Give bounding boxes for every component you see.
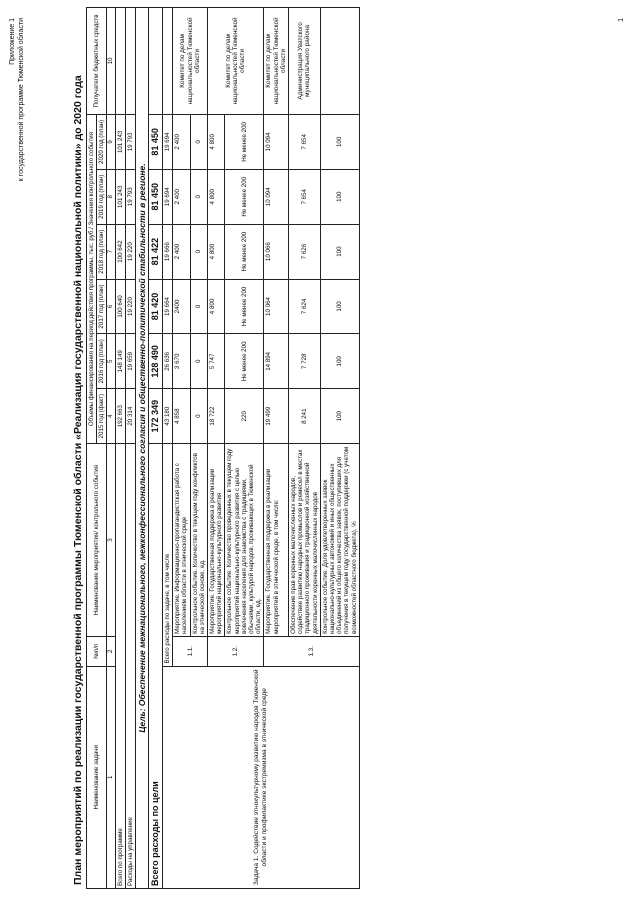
event-text: Мероприятие. Государственная поддержка в реализации мероприятий в этнической среде, в том числе:	[264, 444, 289, 637]
appendix-line-2: к государственной программе Тюменской области	[18, 18, 25, 182]
control-event-text: Контрольное событие. Количество в текущем году конфликтов на этнической основе, ед.	[190, 444, 207, 637]
control-event-text: Контрольное событие. Количество проведенных в текущем году мероприятий национально-культурного развития с целью вовлечения населения для знакомства с традициями, обычаями, культурой народов, проживающих в Тюменской области, ед.	[225, 444, 264, 637]
table-cell: 101 243	[115, 114, 125, 169]
table-cell: 10 066	[264, 224, 289, 279]
column-number: 7	[107, 224, 115, 279]
table-cell: 19 659	[125, 334, 135, 389]
table-cell: 192 663	[115, 389, 125, 444]
table-cell: 148 149	[115, 334, 125, 389]
col-year: 2015 год (факт)	[97, 389, 107, 444]
task-total-label: Всего расходы по задаче, в том числе	[163, 444, 173, 666]
column-numbers-row	[107, 8, 115, 889]
column-number: 9	[107, 114, 115, 169]
col-year: 2020 год (план)	[97, 114, 107, 169]
table-cell: 81 450	[149, 114, 163, 169]
table-cell: 2 400	[173, 169, 190, 224]
table-cell: 2 400	[173, 114, 190, 169]
table-cell: 10 064	[264, 279, 289, 334]
table-cell: 19 694	[163, 114, 173, 169]
table-cell: 2400	[173, 279, 190, 334]
table-cell: Не менее 200	[225, 334, 264, 389]
table-cell: 100	[320, 334, 359, 389]
table-cell: 100	[320, 114, 359, 169]
table-cell: 0	[190, 169, 207, 224]
task-1-name: Задача 1. Содействие этнокультурному развитию народов Тюменской области и профилактике экстремизма в этнической среде	[163, 666, 360, 888]
table-cell: 7 654	[289, 169, 321, 224]
table-cell	[320, 8, 359, 115]
table-cell: 18 722	[208, 389, 225, 444]
table-cell: 10 094	[264, 169, 289, 224]
table-cell: 0	[190, 224, 207, 279]
table-cell	[125, 8, 135, 115]
table-cell: 81 450	[149, 169, 163, 224]
column-number: 4	[107, 389, 115, 444]
row-number: 1.1.	[173, 636, 208, 666]
table-cell: 100 640	[115, 279, 125, 334]
table-cell: 100	[320, 169, 359, 224]
appendix-note	[8, 18, 26, 181]
table-cell: 10 094	[264, 114, 289, 169]
table-cell: 14 894	[264, 334, 289, 389]
management-total-row	[125, 8, 135, 889]
table-cell: 100 642	[115, 224, 125, 279]
table-cell: 220	[225, 389, 264, 444]
column-number: 3	[107, 444, 115, 637]
table-cell	[163, 8, 173, 115]
table-cell: 7 654	[289, 114, 321, 169]
col-task-name: Наименование задачи	[87, 666, 107, 888]
table-cell: 4 800	[208, 224, 225, 279]
management-total-label: Расходы на управление	[125, 444, 135, 889]
column-number: 5	[107, 334, 115, 389]
column-number: 6	[107, 279, 115, 334]
table-cell: 128 490	[149, 334, 163, 389]
table-cell: 0	[190, 279, 207, 334]
table-cell: 20 314	[125, 389, 135, 444]
table-cell: 5 747	[208, 334, 225, 389]
col-year: 2017 год (план)	[97, 279, 107, 334]
column-number: 10	[107, 8, 115, 115]
table-cell: 4 800	[208, 279, 225, 334]
table-cell: 101 243	[115, 169, 125, 224]
table-cell: 19 666	[163, 224, 173, 279]
table-cell: 0	[190, 334, 207, 389]
table-cell: 7 728	[289, 334, 321, 389]
table-cell: 172 349	[149, 389, 163, 444]
table-cell: 19 694	[163, 169, 173, 224]
sub-event-text: Обеспечение прав коренных малочисленных народов, содействие развитию народных промыслов и ремесел в местах традиционного проживания и традиционной хозяйственной деятельности коренных малочисленных народов	[289, 444, 321, 637]
table-cell: Не менее 200	[225, 114, 264, 169]
control-event-text: Контрольное событие. Доля удовлетворенных заявок национально-культурных автономий и иных общественных объединений из общего количества заявок, поступивших для получения в текущем году государственной поддержки (с учетом возможностей областного бюджета), %	[320, 444, 359, 637]
col-financing: Объемы финансирования на период действия программы, тыс. руб./ Значения контрольного события	[87, 114, 97, 443]
table-cell: 8 241	[289, 389, 321, 444]
table-cell: 4 858	[173, 389, 190, 444]
table-cell: 100	[320, 279, 359, 334]
table-cell: 26 636	[163, 334, 173, 389]
col-year: 2019 год (план)	[97, 169, 107, 224]
table-cell: 19 793	[125, 114, 135, 169]
recipient-agency: Комитет по делам национальностей Тюменской области	[264, 8, 289, 115]
col-year: 2016 год (план)	[97, 334, 107, 389]
table-cell: 100	[320, 389, 359, 444]
table-cell	[115, 8, 125, 115]
table-cell: 19 499	[264, 389, 289, 444]
recipient-agency: Администрация Уватского муниципального района	[289, 8, 321, 115]
recipient-agency: Комитет по делам национальностей Тюменской области	[208, 8, 264, 115]
table-cell: Не менее 200	[225, 224, 264, 279]
col-num: №п/п	[87, 636, 107, 666]
task-total-row	[163, 8, 173, 889]
table-cell	[149, 8, 163, 115]
goal-total-label: Всего расходы по цели	[149, 444, 163, 889]
table-cell: 2 400	[173, 224, 190, 279]
row-number: 1.2.	[208, 636, 264, 666]
table-cell: 4 800	[208, 169, 225, 224]
goal-total-row	[149, 8, 163, 889]
document-title: План мероприятий по реализации государственной программы Тюменской области «Реализация государственной национальной политики» до 2020 года	[72, 75, 84, 885]
goal-row	[136, 8, 149, 889]
column-number: 1	[107, 666, 115, 888]
goal-text: Цель: Обеспечение межнационального, межконфессионального согласия и общественно-политической стабильности в регионе.	[136, 8, 149, 889]
table-cell: 3 670	[173, 334, 190, 389]
table-cell: Не менее 200	[225, 279, 264, 334]
table-cell: 19 793	[125, 169, 135, 224]
col-event-name: Наименование мероприятия/ контрольного события	[87, 444, 107, 637]
column-number: 8	[107, 169, 115, 224]
table-cell: 0	[190, 389, 207, 444]
col-recipients: Получатели бюджетных средств	[87, 8, 107, 115]
table-header-row-1	[87, 8, 97, 889]
table-cell: Не менее 200	[225, 169, 264, 224]
table-cell: 81 422	[149, 224, 163, 279]
table-cell: 43 180	[163, 389, 173, 444]
table-cell: 0	[190, 114, 207, 169]
table-cell: 81 420	[149, 279, 163, 334]
program-total-row	[115, 8, 125, 889]
page-number: 1	[618, 18, 625, 22]
row-number: 1.3.	[264, 636, 359, 666]
table-cell: 100	[320, 224, 359, 279]
table-cell: 7 624	[289, 279, 321, 334]
recipient-agency: Комитет по делам национальностей Тюменской области	[173, 8, 208, 115]
col-year: 2018 год (план)	[97, 224, 107, 279]
program-total-label: Всего по программе	[115, 444, 125, 889]
table-cell: 19 220	[125, 279, 135, 334]
event-text: Мероприятие. Информационно-пропагандистская работа с населением области в этнической среде	[173, 444, 190, 637]
table-cell: 19 664	[163, 279, 173, 334]
table-cell: 7 626	[289, 224, 321, 279]
column-number: 2	[107, 636, 115, 666]
table-cell: 19 220	[125, 224, 135, 279]
appendix-line-1: Приложение 1	[9, 18, 16, 65]
event-text: Мероприятие. Государственная поддержка в реализации мероприятий национально-культурного развития	[208, 444, 225, 637]
table-cell: 4 800	[208, 114, 225, 169]
plan-table	[86, 7, 360, 889]
